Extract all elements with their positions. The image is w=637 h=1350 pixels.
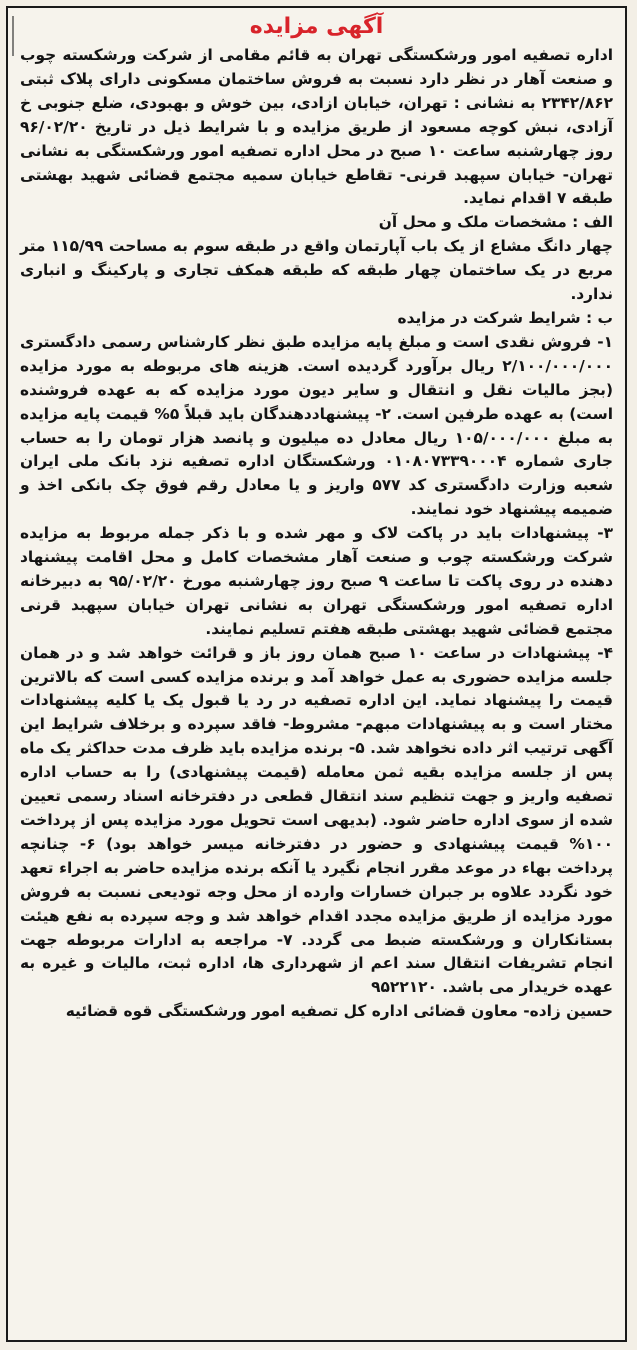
conditions-4-7-paragraph: ۴- پیشنهادات در ساعت ۱۰ صبح همان روز باز و قرائت خواهد شد و در همان جلسه مزایده حضوری به عمل خواهد آمد و برنده مزایده کسی است که بالاترین قیمت را پیشنهاد نماید. این اداره تصفیه در رد یا قبول یک یا کلیه پیشنهادات مختار است و به پیشنهادات مبهم- مشروط- فاقد سپرده و برخلاف شرایط این آگهی ترتیب اثر داده نخواهد شد. ۵- برنده مزایده باید ظرف مدت حداکثر یک ماه پس از جلسه مزایده بقیه ثمن معامله (قیمت پیشنهادی) را به حساب اداره تصفیه واریز و جهت تنظیم سند انتقال قطعی در دفترخانه اسناد رسمی تعیین شده از سوی اداره حاضر شود. (بدیهی است تحویل مورد مزایده پس از پرداخت ۱۰۰% قیمت پیشنهادی و حضور در دفترخانه میسر خواهد بود) ۶- چنانچه پرداخت بهاء در موعد مقرر انجام نگیرد یا آنکه برنده مزایده حاضر به اجراء تعهد خود نگردد علاوه بر جبران خسارات وارده از محل وجه تودیعی نسبت به فروش مورد مزایده از طریق مزایده مجدد اقدام خواهد شد و وجه سپرده به نفع هیئت بستانکاران و ورشکسته ضبط می گردد. ۷- مراجعه به ادارات مربوطه جهت انجام تشریفات انتقال سند اعم از شهرداری ها، اداره ثبت، مالیات و غیره به عهده خریدار می باشد. ۹۵۲۲۱۲۰: [20, 643, 613, 997]
conditions-1-2-paragraph: ۱- فروش نقدی است و مبلغ پایه مزایده طبق نظر کارشناس رسمی دادگستری ۲/۱۰۰/۰۰۰/۰۰۰ ریال برآورد گردیده است. هزینه های مربوطه به مورد مزایده (بجز مالیات نقل و انتقال و سایر دیون مورد مزایده که به عهده فروشنده است) به عهده طرفین است. ۲- پیشنهاددهندگان باید قبلاً ۵% قیمت پایه مزایده به مبلغ ۱۰۵/۰۰۰/۰۰۰ ریال معادل ده میلیون و پانصد هزار تومان را به حساب جاری شماره ۰۱۰۸۰۷۳۳۹۰۰۰۴ ورشکستگان اداره تصفیه نزد بانک ملی ایران شعبه وزارت دادگستری کد ۵۷۷ واریز و یا معادل رقم فوق چک بانکی اخذ و ضمیمه پیشنهاد خود نمایند.: [20, 332, 614, 519]
section-a-paragraph: چهار دانگ مشاع از یک باب آپارتمان واقع در طبقه سوم به مساحت ۱۱۵/۹۹ متر مربع در یک ساختمان چهار طبقه که طبقه همکف تجاری و پارکینگ و انباری ندارد.: [20, 237, 613, 304]
notice-frame: [6, 6, 627, 1342]
section-a-heading: الف : مشخصات ملک و محل آن: [378, 213, 613, 232]
section-b-heading: ب : شرایط شرکت در مزایده: [397, 308, 613, 327]
condition-3-paragraph: ۳- پیشنهادات باید در پاکت لاک و مهر شده و با ذکر جمله مربوط به مزایده شرکت ورشکسته چوب و صنعت آهار مشخصات کامل و محل اقامت پیشنهاد دهنده در روی پاکت تا ساعت ۹ صبح روز چهارشنبه مورخ ۹۵/۰۲/۲۰ به دبیرخانه اداره تصفیه امور ورشکستگی تهران به نشانی تهران خیابان سپهبد قرنی مجتمع قضائی شهید بهشتی طبقه هفتم تسلیم نمایند.: [20, 524, 613, 638]
intro-paragraph: اداره تصفیه امور ورشکستگی تهران به قائم مقامی از شرکت ورشکسته چوب و صنعت آهار در نظر دارد نسبت به فروش ساختمان مسکونی دارای پلاک ثبتی ۲۳۴۲/۸۶۲ به نشانی : تهران، خیابان ازادی، بین خوش و بهبودی، ضلع جنوبی خ آزادی، نبش کوچه مسعود از طریق مزایده و با شرایط ذیل در تاریخ ۹۶/۰۲/۲۰ روز چهارشنبه ساعت ۱۰ صبح در محل اداره تصفیه امور ورشکستگی به نشانی تهران- خیابان سپهبد قرنی- تقاطع خیابان سمیه مجتمع قضائی شهید بهشتی طبقه ۷ اقدام نماید.: [20, 46, 613, 208]
notice-body: [8, 42, 625, 1024]
corner-mark: [12, 16, 32, 56]
signature-line: حسین زاده- معاون قضائی اداره کل تصفیه امور ورشکستگی قوه قضائیه: [65, 1002, 613, 1021]
notice-title: آگهی مزایده: [249, 14, 384, 39]
